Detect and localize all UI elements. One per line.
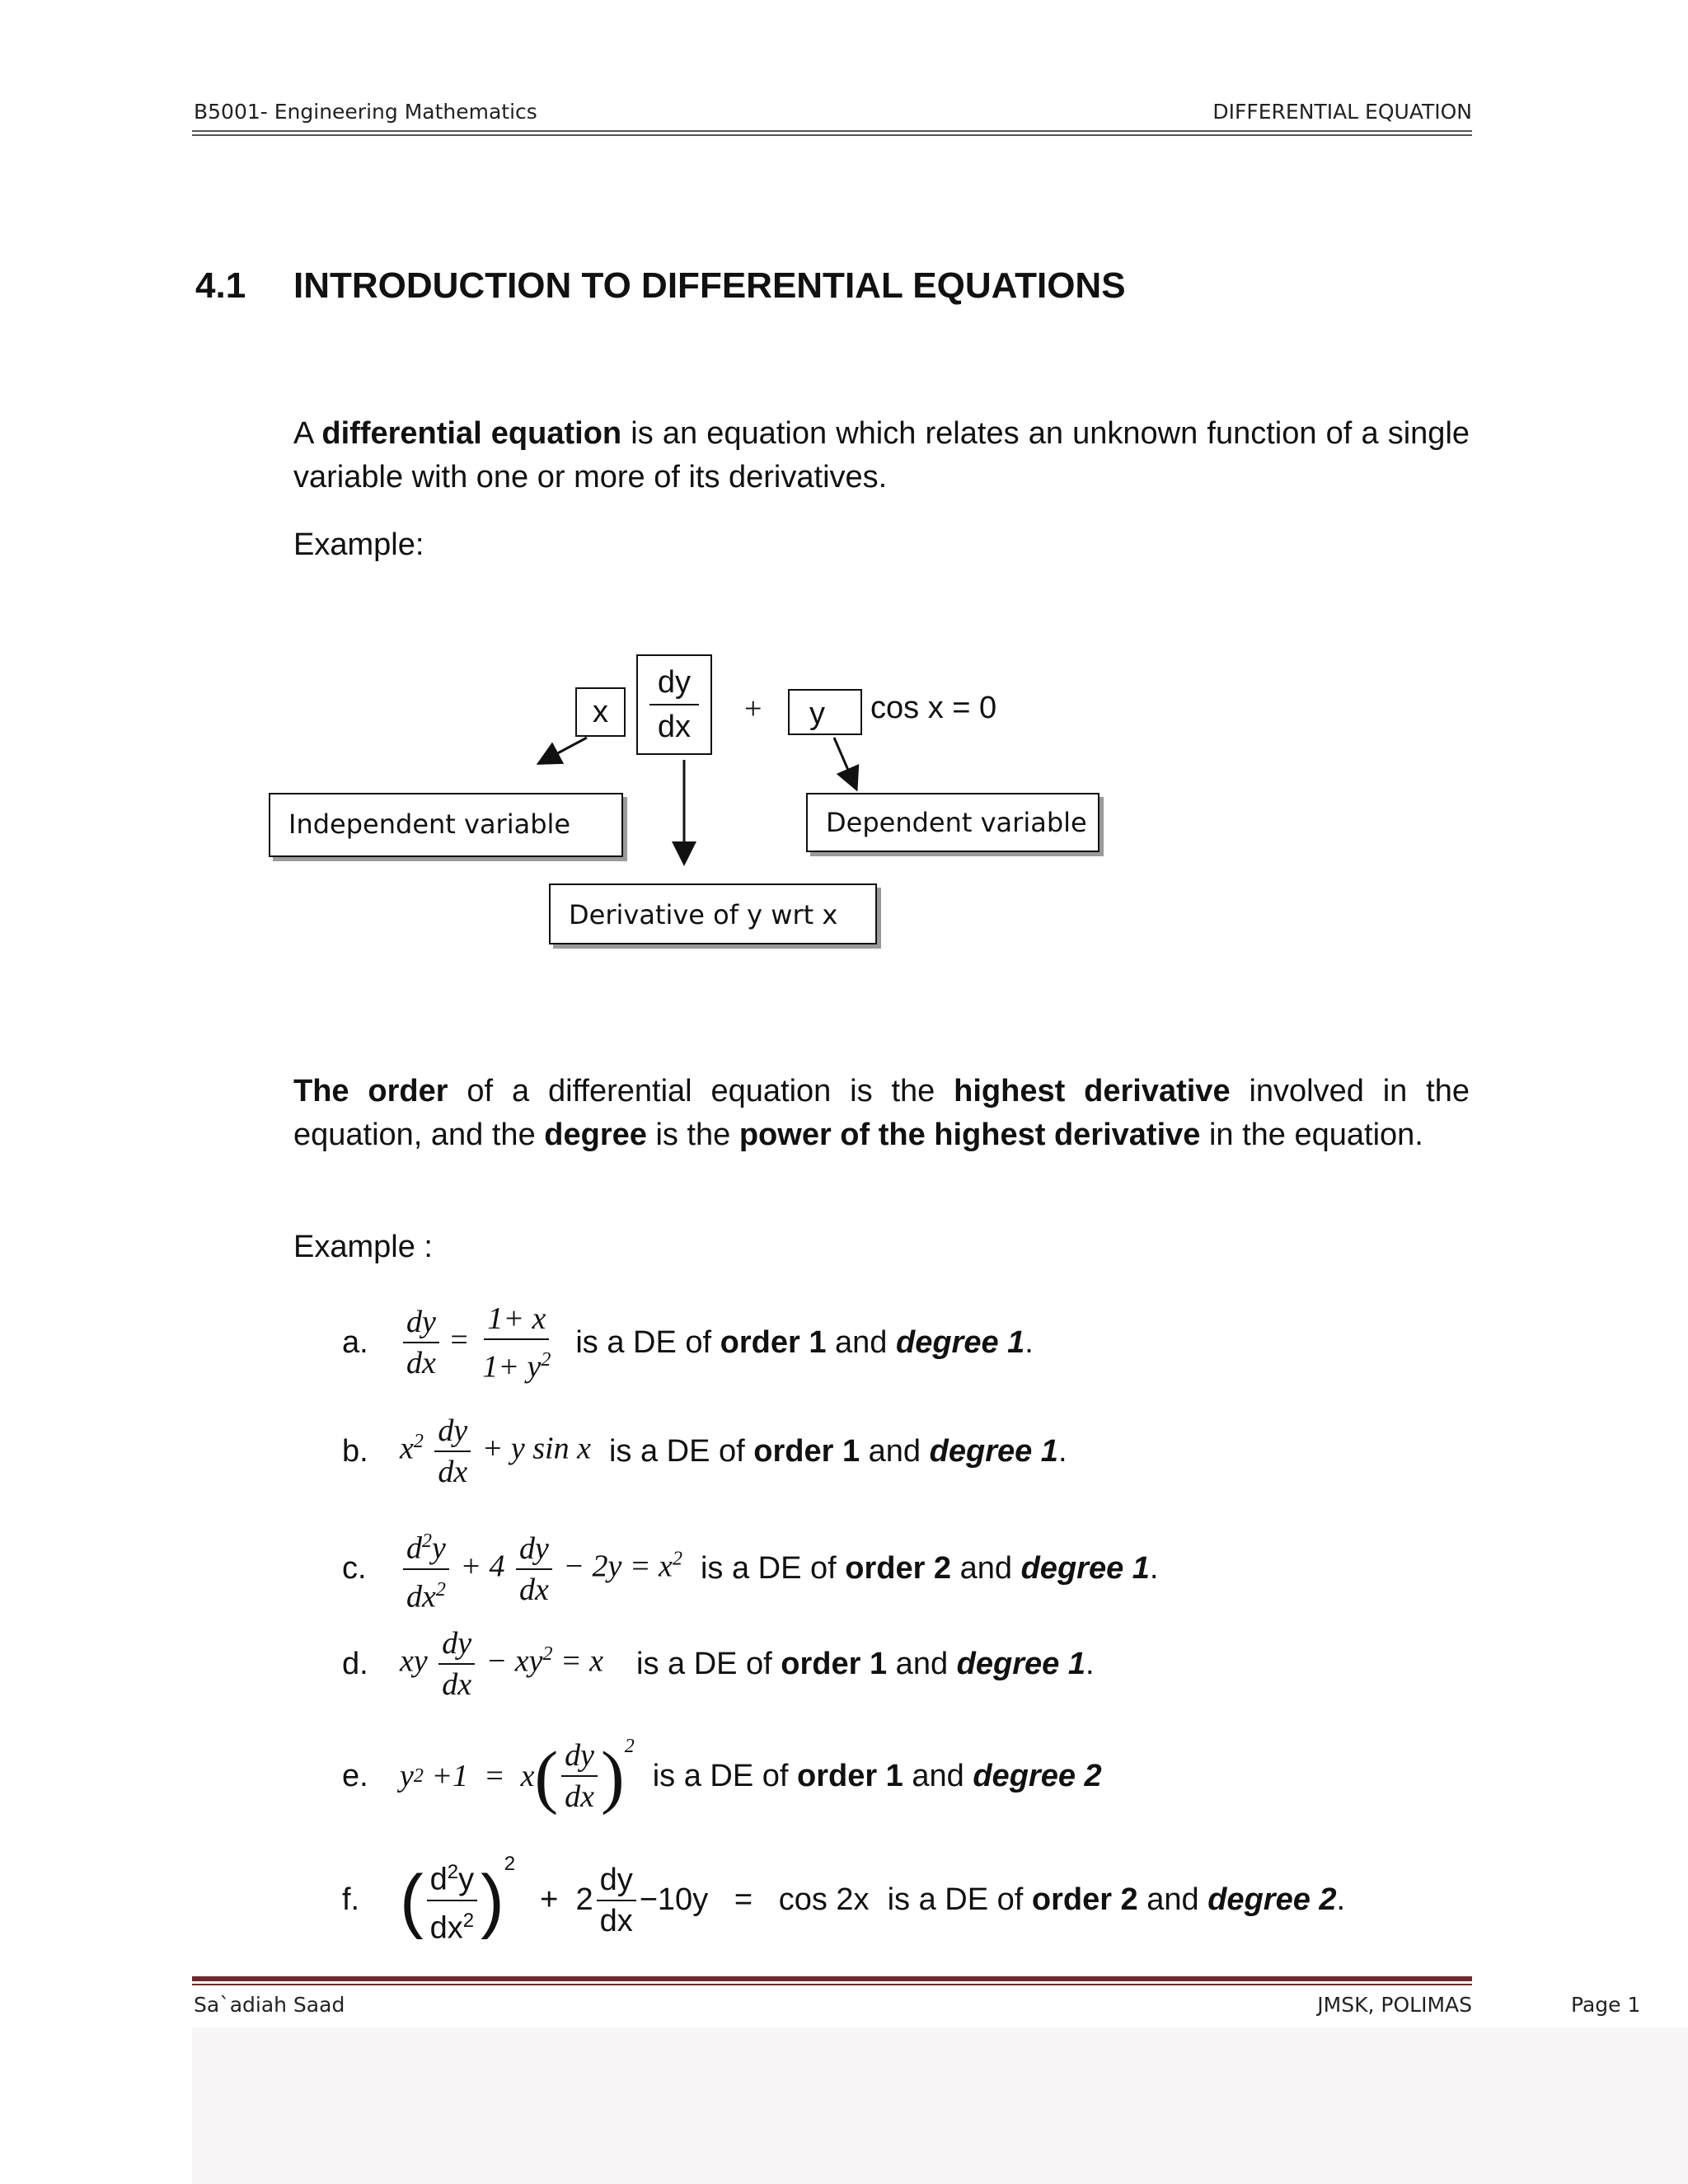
eq-d-num: dy <box>438 1624 475 1665</box>
desc-is: is a DE of <box>887 1882 1032 1918</box>
arrow-independent <box>541 738 587 762</box>
example-e-desc <box>653 1759 1102 1794</box>
eq-a-den2: 1+ y <box>482 1349 542 1385</box>
example-f <box>342 1853 1345 1947</box>
plus-sign: + <box>744 691 762 726</box>
eq-c-sup3: 2 <box>672 1548 682 1570</box>
arrow-dependent <box>834 738 856 787</box>
desc-and: and <box>887 1646 957 1681</box>
term-power: power of the highest derivative <box>738 1118 1201 1152</box>
dependent-variable-box <box>806 793 1100 852</box>
desc-is: is a DE of <box>608 1433 754 1469</box>
eq-f-num2: dy <box>597 1860 636 1901</box>
eq-f-mid: + 2 <box>540 1882 593 1918</box>
desc-degree: degree 1 <box>956 1646 1085 1681</box>
desc-degree: degree 2 <box>1207 1882 1337 1918</box>
example-letter: e. <box>342 1758 368 1793</box>
eq-f-sup1: 2 <box>447 1861 459 1883</box>
page-number: Page 1 <box>1571 1993 1641 2017</box>
eq-e-sup2: 2 <box>624 1736 635 1757</box>
footer-author: Sa`adiah Saad <box>194 1993 345 2017</box>
derivative-label: Derivative of y wrt x <box>569 899 838 930</box>
dx-text: dx <box>657 710 692 744</box>
eq-f-sup3: 2 <box>504 1853 516 1875</box>
eq-c-num2: dy <box>516 1529 552 1570</box>
example-f-desc <box>888 1882 1346 1918</box>
eq-f-y: y <box>458 1862 475 1897</box>
eq-b-x: x <box>400 1431 414 1466</box>
eq-c-rest: − 2y = x <box>563 1549 673 1584</box>
eq-d-rest: − xy <box>485 1643 543 1679</box>
eq-d-xy: xy <box>400 1643 428 1679</box>
header-topic: DIFFERENTIAL EQUATION <box>1212 100 1472 124</box>
eq-e-y: y <box>400 1759 414 1793</box>
eq-a-den1: dx <box>406 1346 436 1381</box>
desc-degree: degree 1 <box>1020 1551 1150 1586</box>
example-letter: f. <box>342 1882 360 1918</box>
header-course: B5001- Engineering Mathematics <box>194 100 537 124</box>
desc-end: . <box>1025 1324 1034 1360</box>
example-a <box>342 1299 1034 1387</box>
desc-degree: degree 2 <box>973 1758 1102 1793</box>
equation-d <box>400 1624 603 1704</box>
eq-e-den: dx <box>565 1779 595 1814</box>
section-title: INTRODUCTION TO DIFFERENTIAL EQUATIONS <box>293 265 1126 306</box>
desc-is: is a DE of <box>575 1324 720 1360</box>
desc-and: and <box>903 1758 973 1793</box>
eq-e-num: dy <box>561 1736 598 1777</box>
example-c-desc <box>701 1551 1159 1586</box>
independent-variable-box <box>269 793 623 857</box>
equation-c <box>400 1521 682 1616</box>
eq-c-d: d <box>406 1530 422 1566</box>
desc-order: order 1 <box>720 1324 827 1360</box>
od-text-f: is the <box>646 1118 739 1152</box>
eq-c-den2: dx <box>519 1572 549 1607</box>
right-paren-icon: ) <box>481 1860 504 1940</box>
equation-f <box>400 1853 870 1947</box>
example-letter: c. <box>342 1551 367 1586</box>
footer-org: JMSK, POLIMAS <box>1317 1993 1472 2017</box>
example-d-desc <box>636 1647 1095 1682</box>
example-letter: d. <box>342 1646 368 1681</box>
eq-d-sup: 2 <box>542 1643 553 1666</box>
bottom-shade <box>192 2027 1688 2184</box>
order-degree-paragraph <box>293 1070 1470 1157</box>
desc-order: order 1 <box>781 1646 888 1681</box>
equation-e <box>400 1736 635 1816</box>
eq-f-dx: dx <box>429 1910 463 1946</box>
eq-b-sup: 2 <box>413 1431 424 1453</box>
y-symbol: y <box>809 696 825 731</box>
independent-label: Independent variable <box>288 808 571 840</box>
desc-order: order 1 <box>796 1758 903 1793</box>
footer-rule-2 <box>192 1984 1472 1985</box>
derivative-box <box>549 883 877 944</box>
eq-c-sup1: 2 <box>422 1530 432 1552</box>
eq-e-sup: 2 <box>413 1765 424 1787</box>
example-e <box>342 1736 1102 1816</box>
cos-term: cos x = 0 <box>870 691 997 725</box>
eq-a-num2: 1+ x <box>484 1299 549 1340</box>
equation-a <box>400 1299 557 1387</box>
desc-order: order 2 <box>1031 1882 1138 1918</box>
eq-f-den2: dx <box>599 1903 633 1938</box>
eq-a-equals: = <box>450 1323 468 1358</box>
section-number: 4.1 <box>195 265 246 306</box>
left-paren-icon: ( <box>400 1860 424 1940</box>
x-symbol: x <box>593 695 608 729</box>
eq-f-d: d <box>429 1862 448 1897</box>
example-b <box>342 1411 1067 1492</box>
eq-f-rest: −10y = cos 2x <box>639 1882 870 1918</box>
eq-f-sup2: 2 <box>462 1909 475 1932</box>
od-text-b: of a differential equation is the <box>448 1074 954 1108</box>
example-d <box>342 1624 1095 1704</box>
desc-degree: degree 1 <box>895 1324 1025 1360</box>
eq-a-num1: dy <box>403 1302 439 1343</box>
example-c <box>342 1521 1158 1616</box>
example-letter: a. <box>342 1324 368 1360</box>
desc-order: order 1 <box>753 1433 860 1469</box>
desc-is: is a DE of <box>652 1758 797 1793</box>
desc-end: . <box>1085 1646 1095 1681</box>
term-order: The order <box>293 1074 448 1108</box>
dependent-label: Dependent variable <box>826 807 1087 838</box>
example-label-1: Example: <box>293 527 424 562</box>
example-label-2: Example : <box>293 1230 433 1264</box>
dy-text: dy <box>657 665 692 700</box>
desc-is: is a DE of <box>636 1646 781 1681</box>
eq-b-rest: + y sin x <box>481 1431 591 1466</box>
eq-c-sup2: 2 <box>435 1578 446 1601</box>
od-text-h: in the equation. <box>1200 1118 1423 1152</box>
term-highest-derivative: highest derivative <box>954 1074 1231 1108</box>
desc-and: and <box>1137 1882 1208 1918</box>
desc-and: and <box>826 1324 896 1360</box>
eq-a-sup: 2 <box>541 1349 551 1371</box>
eq-b-num: dy <box>434 1411 471 1452</box>
definition-text-a: A <box>293 416 322 451</box>
right-paren-icon: ) <box>601 1736 625 1816</box>
desc-end: . <box>1057 1433 1067 1469</box>
example-a-desc <box>575 1325 1034 1361</box>
eq-b-den: dx <box>438 1455 468 1489</box>
eq-c-mid: + 4 <box>460 1549 505 1584</box>
equation-b <box>400 1411 591 1492</box>
example-letter: b. <box>342 1433 368 1469</box>
eq-c-y: y <box>432 1530 446 1566</box>
desc-is: is a DE of <box>700 1551 846 1586</box>
example-b-desc <box>609 1434 1067 1469</box>
desc-end: . <box>1336 1882 1346 1918</box>
eq-d-den: dx <box>442 1667 472 1702</box>
eq-d-end: = x <box>552 1643 603 1679</box>
od-text-d: involved in the equation, and the <box>293 1074 1470 1152</box>
desc-order: order 2 <box>845 1551 952 1586</box>
desc-and: and <box>860 1433 930 1469</box>
definition-term: differential equation <box>321 416 622 451</box>
desc-end: . <box>1149 1551 1159 1586</box>
eq-c-dx: dx <box>406 1579 436 1615</box>
footer-rule <box>192 1976 1472 1981</box>
desc-and: and <box>951 1551 1021 1586</box>
left-paren-icon: ( <box>534 1736 559 1816</box>
desc-degree: degree 1 <box>929 1433 1058 1469</box>
term-degree: degree <box>544 1118 647 1152</box>
definition-text-c: is an equation which relates an unknown function of a single variable with one or more of its derivatives. <box>293 416 1470 494</box>
eq-e-mid: +1 = x <box>423 1759 535 1793</box>
